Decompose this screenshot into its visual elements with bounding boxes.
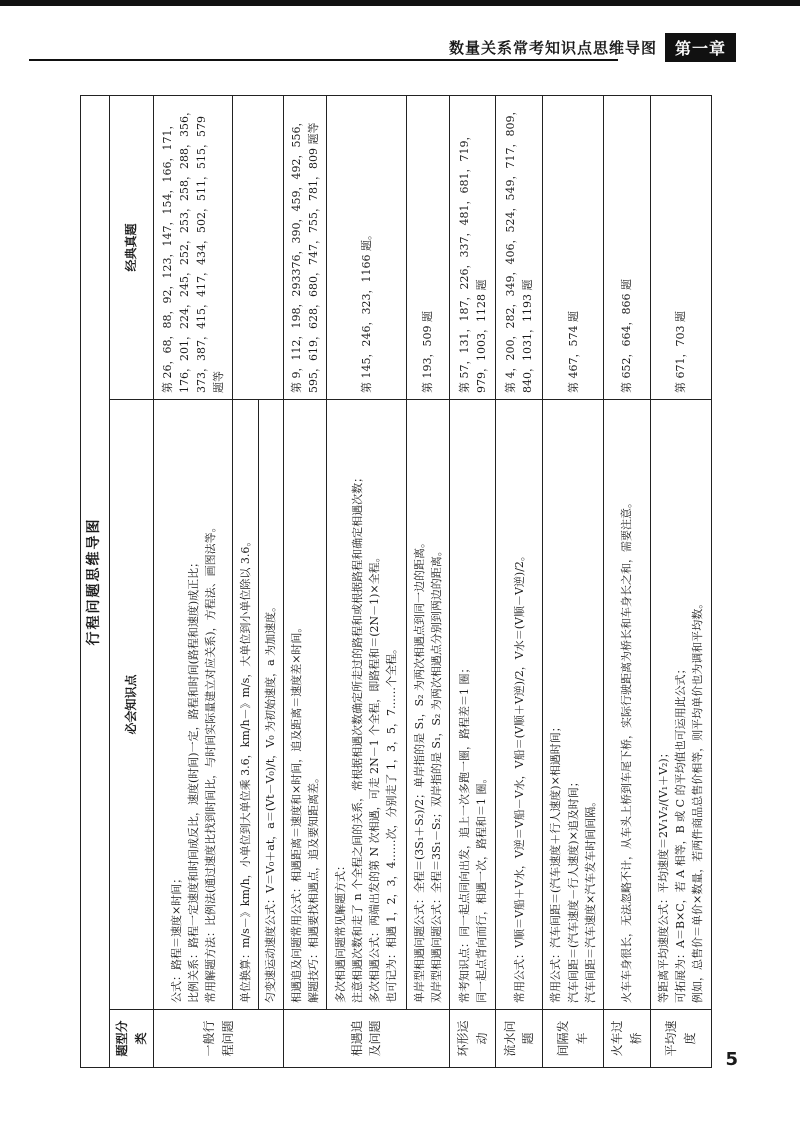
point-line: 多次相遇问题常见解题方式： [334, 860, 348, 1003]
point-line: 匀变速运动速度公式：V＝V₀＋at，a＝(Vt－V₀)/t，V₀ 为初始速度，a 为加速度。 [264, 600, 278, 1003]
points-cell [449, 400, 496, 1010]
point-line: 公式：路程＝速度×时间； [169, 872, 183, 1003]
page-number: 5 [725, 1049, 738, 1070]
points-cell [542, 400, 603, 1010]
table-row [284, 96, 327, 1068]
top-bar [0, 0, 800, 6]
rotated-table-wrapper [80, 96, 712, 1068]
category-cell: 平均速度 [650, 1010, 711, 1068]
point-line: 也可记为：相遇 1，2，3，4……次，分别走了 1，3，5，7……个全程。 [385, 643, 399, 1003]
category-cell: 火车过桥 [604, 1010, 651, 1068]
point-line: 多次相遇公式：两端出发的第 N 次相遇，可走 2N－1 个全程，即路程和＝(2N－1)×全程。 [368, 551, 382, 1003]
col-header-questions: 经典真题 [110, 96, 154, 400]
category-cell: 流水问题 [496, 1010, 543, 1068]
point-line: 汽车间距＝(汽车速度－行人速度)×追及时间； [566, 776, 580, 1003]
point-line: 单位换算：m/s－》km/h，小单位到大单位乘 3.6，km/h－》m/s，大单位到小单位除以 3.6。 [239, 535, 253, 1003]
header-title: 数量关系常考知识点思维导图 [448, 38, 657, 57]
table-row [542, 96, 603, 1068]
points-cell [496, 400, 543, 1010]
points-cell [650, 400, 711, 1010]
point-line: 常用公式：V顺＝V船＋V水，V逆＝V船－V水，V船＝(V顺＋V逆)/2，V水＝(V顺－V逆)/2。 [512, 550, 526, 1003]
point-line: 等距离平均速度公式：平均速度＝2V₁V₂/(V₁＋V₂)； [657, 747, 671, 1003]
table-row [496, 96, 543, 1068]
questions-cell: 第 671，703 题 [650, 96, 711, 400]
category-cell: 间隔发车 [542, 1010, 603, 1068]
category-cell: 一般行程问题 [154, 1010, 284, 1068]
table-title: 行程问题思维导图 [81, 96, 110, 1068]
header-rule [29, 59, 618, 61]
point-line: 相遇追及问题常用公式：相遇距离＝速度和×时间，追及距离＝速度差×时间。 [290, 621, 304, 1003]
questions-cell: 第 26，68，88，92，123，147，154，166，171，176，201，224，245，252，253，258，288，356，373，387，415，417，434，502，511，515，579 题等 [154, 96, 233, 400]
col-header-points: 必会知识点 [110, 400, 154, 1010]
point-line: 注意相遇次数和走了 n 个全程之间的关系，常根据相遇次数确定所走过的路程和或根据路程和确定相遇次数； [351, 471, 365, 1003]
point-line: 单岸型相遇问题公式：全程＝(3S₁＋S₂)/2；单岸指的是 S₁，S₂ 为两次相遇点到同一边的距离。 [412, 536, 426, 1003]
points-cell [604, 400, 651, 1010]
questions-cell: 第 4，200，282，349，406，524，549，717，809，840，1031，1193 题 [496, 96, 543, 400]
chapter-badge: 第一章 [665, 33, 736, 62]
travel-problems-table [80, 95, 712, 1068]
category-cell: 相遇追及问题 [284, 1010, 450, 1068]
points-cell [258, 400, 283, 1010]
point-line: 常考知识点：同一起点同向出发，追上一次多跑一圈，路程差＝1 圈； [457, 662, 471, 1003]
point-line: 比例关系：路程一定速度和时间成反比，速度(时间)一定，路程和时间(路程和速度)成正比； [186, 556, 200, 1003]
questions-cell: 第 145，246，323，1166 题。 [327, 96, 406, 400]
points-cell [233, 400, 258, 1010]
point-line: 例如，总售价＝单价×数量，若两件商品总售价相等，则平均单价也为调和平均数。 [691, 597, 705, 1003]
questions-cell: 第 467，574 题 [542, 96, 603, 400]
point-line: 可拓展为：A＝B×C，若 A 相等，B 或 C 的平均值也可运用此公式； [674, 663, 688, 1003]
table-row [233, 96, 258, 1068]
points-cell [284, 400, 327, 1010]
point-line: 火车车身很长，无法忽略不计，从车头上桥到车尾下桥，实际行驶距离为桥长和车身长之和，需要注意。 [620, 497, 634, 1003]
table-row [154, 96, 233, 1068]
points-cell [154, 400, 233, 1010]
point-line: 同一起点背向而行，相遇一次，路程和＝1 圈。 [474, 772, 488, 1003]
point-line: 双岸型相遇问题公式：全程＝3S₁－S₂；双岸指的是 S₁，S₂ 为两次相遇点分别到两边的距离。 [429, 545, 443, 1003]
questions-cell: 第 193，509 题 [406, 96, 449, 400]
questions-cell [233, 96, 284, 400]
points-cell [406, 400, 449, 1010]
table-row [327, 96, 406, 1068]
category-cell: 环形运动 [449, 1010, 496, 1068]
table-row [650, 96, 711, 1068]
point-line: 常用公式：汽车间距＝(汽车速度＋行人速度)×相遇时间； [549, 721, 563, 1003]
point-line: 汽车间距＝汽车速度×汽车发车时间间隔。 [583, 795, 597, 1003]
questions-cell: 第 9，112，198，293376，390，459，492，556，595，619，628，680，747，755，781，809 题等 [284, 96, 327, 400]
point-line: 解题技巧：相遇要找相遇点，追及要知距离差。 [307, 772, 321, 1003]
table-row [406, 96, 449, 1068]
table-row [604, 96, 651, 1068]
page-header [449, 34, 736, 60]
points-cell [327, 400, 406, 1010]
questions-cell: 第 57，131，187，226，337，481，681，719，979，1003，1128 题 [449, 96, 496, 400]
table-row [449, 96, 496, 1068]
point-line: 常用解题方法：比例法(通过速度比找到时间比，与时间实际量建立对应关系)，方程法、画图法等。 [203, 521, 217, 1003]
col-header-category: 题型分类 [110, 1010, 154, 1068]
questions-cell: 第 652，664，866 题 [604, 96, 651, 400]
